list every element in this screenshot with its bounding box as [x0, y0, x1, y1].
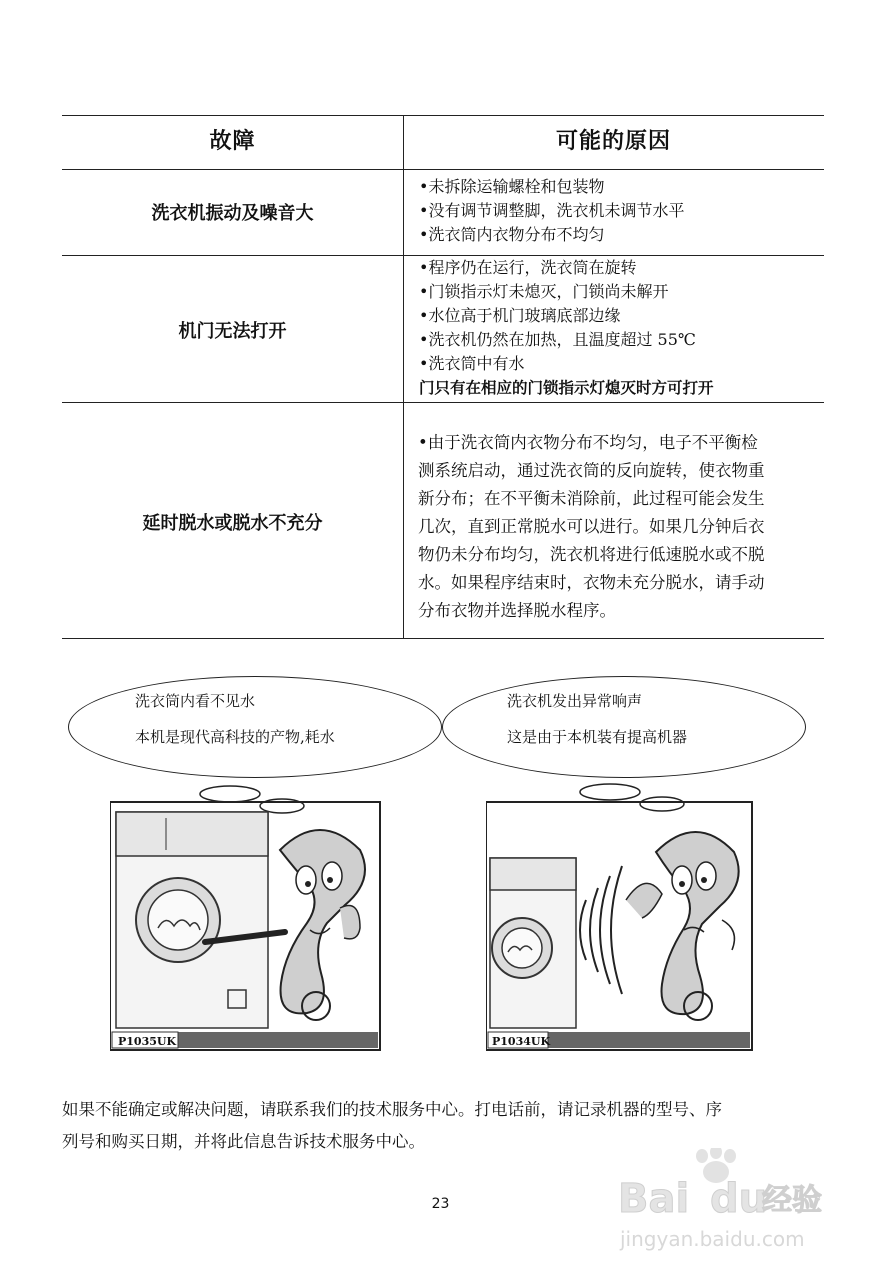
cause-line: 水。如果程序结束时，衣物未充分脱水，请手动: [418, 573, 765, 592]
footer-line: 如果不能确定或解决问题，请联系我们的技术服务中心。打电话前，请记录机器的型号、序: [62, 1100, 722, 1119]
illustration-code: P1035UK: [118, 1035, 177, 1048]
illustration-water-invisible: [110, 780, 382, 1052]
cause-cell: [419, 175, 819, 247]
cartoon-character-icon: [626, 832, 739, 1020]
thought-cloud: [200, 786, 260, 802]
fault-cell: 机门无法打开: [178, 321, 287, 342]
troubleshooting-table: [62, 115, 824, 639]
fault-cell: 洗衣机振动及噪音大: [151, 203, 314, 224]
watermark-brand-2: du: [710, 1176, 768, 1222]
table-bottom-border: [62, 638, 824, 639]
cause-item: •水位高于机门玻璃底部边缘: [419, 306, 621, 325]
sound-waves-icon: [580, 866, 622, 994]
baidu-watermark: [616, 1148, 836, 1258]
header-cause: 可能的原因: [555, 129, 671, 154]
watermark-brand: Bai: [618, 1176, 690, 1222]
cause-item: •洗衣机仍然在加热，且温度超过 55℃: [419, 330, 696, 349]
bubble-right-line1: 洗衣机发出异常响声: [507, 692, 643, 710]
cause-cell: [419, 256, 819, 400]
cause-item: •没有调节调整脚，洗衣机未调节水平: [419, 201, 685, 220]
cause-line: •由于洗衣筒内衣物分布不均匀，电子不平衡检: [418, 433, 758, 452]
cause-paragraph: [418, 429, 808, 625]
washing-machine-icon: [490, 858, 576, 1028]
bubble-left-line2: 本机是现代高科技的产物,耗水: [135, 728, 335, 746]
cause-line: 物仍未分布均匀，洗衣机将进行低速脱水或不脱: [418, 545, 765, 564]
cause-line: 新分布；在不平衡未消除前，此过程可能会发生: [418, 489, 765, 508]
table-header-divider: [62, 169, 824, 170]
illustration-abnormal-noise: [486, 780, 756, 1052]
header-fault: 故障: [209, 129, 256, 154]
cause-item: •程序仍在运行，洗衣筒在旋转: [419, 258, 637, 277]
thought-cloud: [580, 784, 640, 800]
footer-line: 列号和购买日期，并将此信息告诉技术服务中心。: [62, 1132, 425, 1151]
cause-line: 分布衣物并选择脱水程序。: [418, 601, 616, 620]
cause-item: •洗衣筒内衣物分布不均匀: [419, 225, 605, 244]
cause-line: 测系统启动，通过洗衣筒的反向旋转，使衣物重: [418, 461, 765, 480]
cause-item: •未拆除运输螺栓和包装物: [419, 177, 605, 196]
page-number: 23: [431, 1196, 450, 1212]
cause-line: 几次，直到正常脱水可以进行。如果几分钟后衣: [418, 517, 765, 536]
bubble-left-line1: 洗衣筒内看不见水: [135, 692, 256, 710]
illustration-code: P1034UK: [492, 1035, 551, 1048]
door-note: 门只有在相应的门锁指示灯熄灭时方可打开: [419, 379, 714, 397]
table-row-divider: [62, 402, 824, 403]
cause-item: •门锁指示灯未熄灭，门锁尚未解开: [419, 282, 669, 301]
fault-cell: 延时脱水或脱水不充分: [142, 513, 323, 534]
watermark-url: jingyan.baidu.com: [620, 1227, 805, 1251]
table-column-divider: [403, 115, 404, 639]
cause-item: •洗衣筒中有水: [419, 354, 525, 373]
watermark-cn: 经验: [762, 1183, 822, 1218]
bubble-right-line2: 这是由于本机装有提高机器: [507, 728, 688, 746]
washing-machine-icon: [116, 812, 268, 1028]
thought-cloud: [640, 797, 684, 811]
